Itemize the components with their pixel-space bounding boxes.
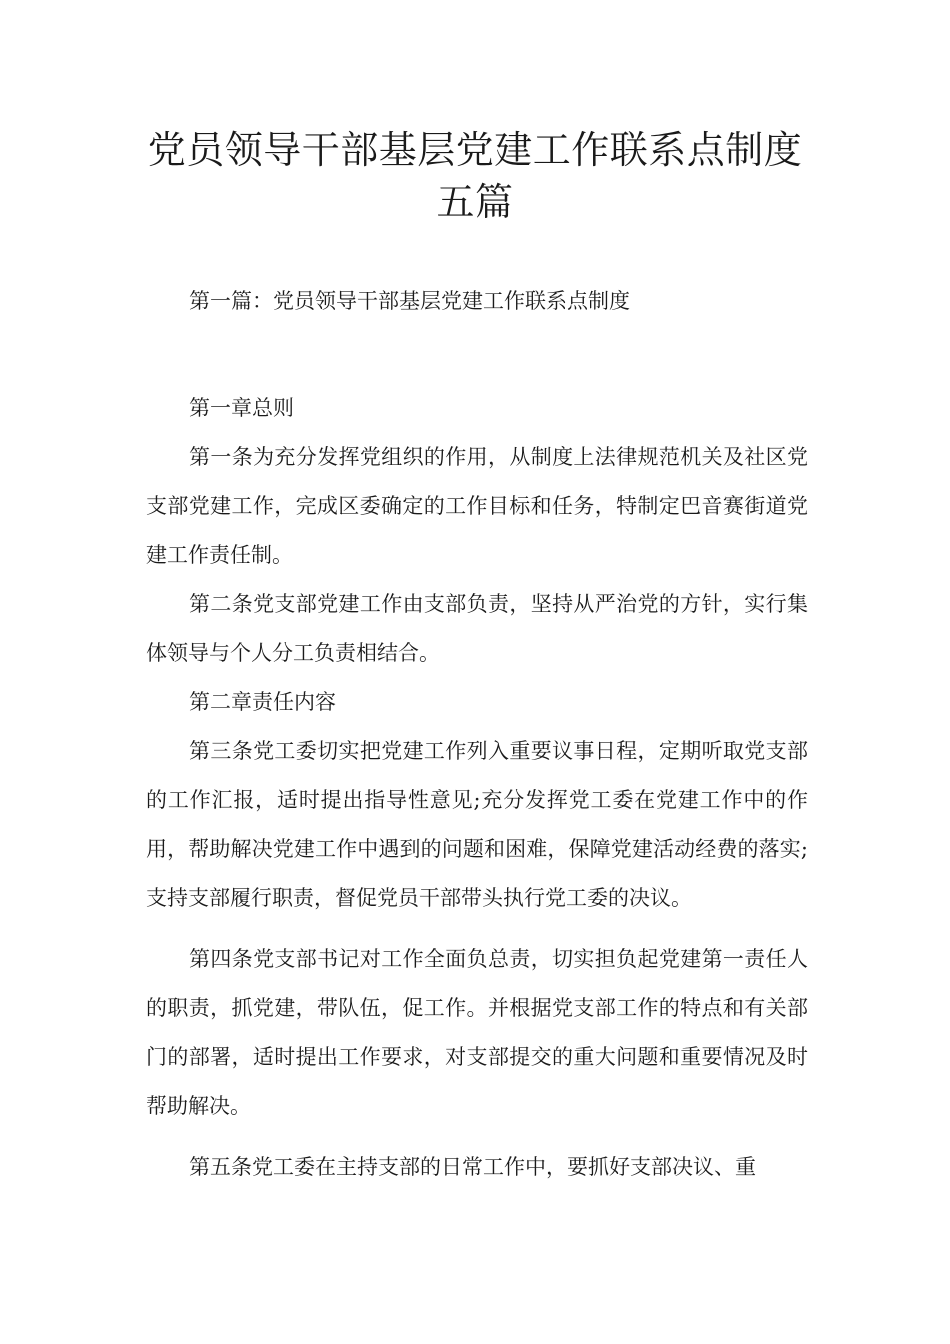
article-5-paragraph: 第五条党工委在主持支部的日常工作中，要抓好支部决议、重 (189, 1155, 756, 1179)
document-subtitle (146, 286, 808, 316)
article-3-paragraph: 第三条党工委切实把党建工作列入重要议事日程，定期听取党支部的工作汇报，适时提出指导性意见;充分发挥党工委在党建工作中的作用，帮助解决党建工作中遇到的问题和困难，保障党建活动经费的落实;支持支部履行职责，督促党员干部带头执行党工委的决议。 (146, 739, 808, 910)
document-title (140, 124, 810, 228)
article-4-paragraph: 第四条党支部书记对工作全面负总责，切实担负起党建第一责任人的职责，抓党建，带队伍，促工作。并根据党支部工作的特点和有关部门的部署，适时提出工作要求，对支部提交的重大问题和重要情况及时帮助解决。 (146, 947, 808, 1118)
chapter-heading-1: 第一章总则 (189, 396, 294, 420)
article-1-paragraph: 第一条为充分发挥党组织的作用，从制度上法律规范机关及社区党支部党建工作，完成区委确定的工作目标和任务，特制定巴音赛街道党建工作责任制。 (146, 445, 808, 567)
chapter-heading-2: 第二章责任内容 (189, 690, 336, 714)
document-body (146, 384, 808, 1192)
article-2-paragraph: 第二条党支部党建工作由支部负责，坚持从严治党的方针，实行集体领导与个人分工负责相结合。 (146, 592, 808, 665)
title-line-1: 党员领导干部基层党建工作联系点制度 (147, 128, 803, 172)
subtitle-text: 第一篇：党员领导干部基层党建工作联系点制度 (189, 289, 630, 313)
title-line-2: 五篇 (436, 180, 514, 224)
